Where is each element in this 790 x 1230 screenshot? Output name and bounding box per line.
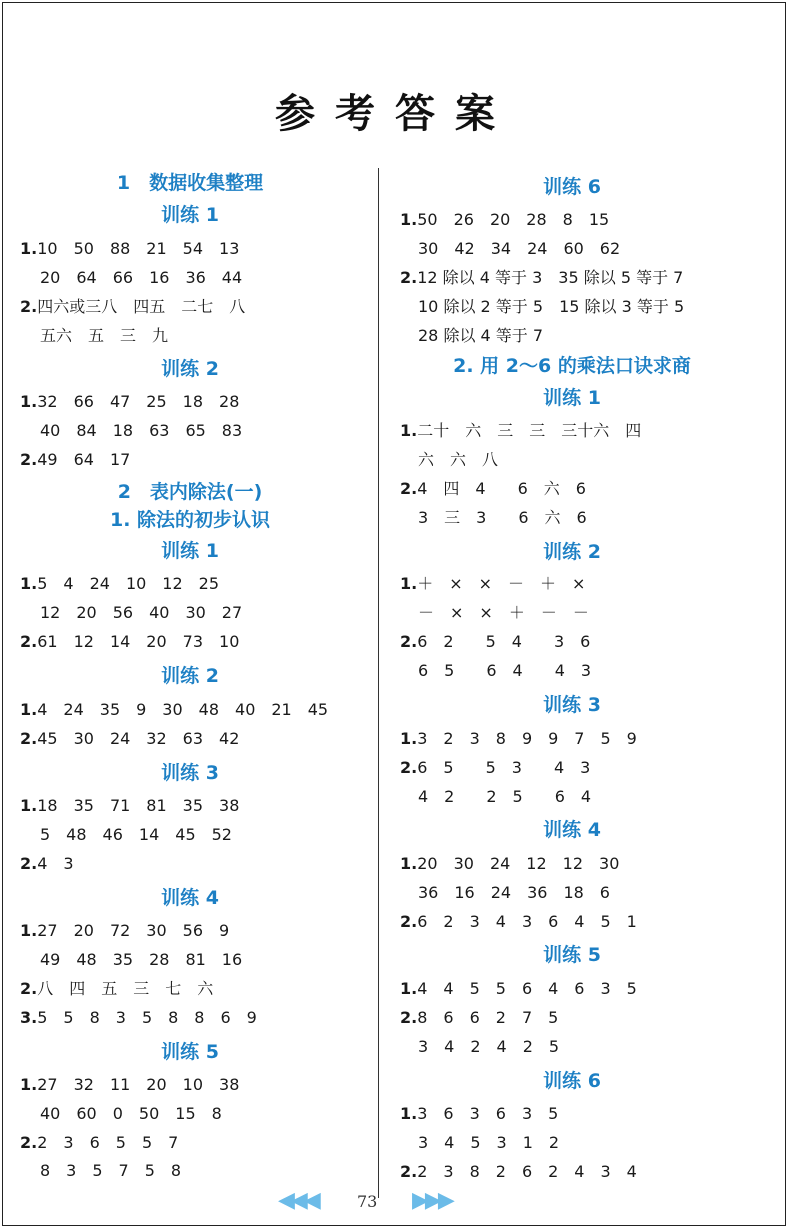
- answer-text: 12 除以 4 等于 3 35 除以 5 等于 7: [417, 268, 684, 287]
- subsection-heading: 1. 除法的初步认识: [109, 509, 271, 531]
- question-number: 1.: [20, 1075, 38, 1094]
- question-number: 1.: [400, 1104, 418, 1123]
- answer-line: [20, 294, 245, 317]
- answer-line: [400, 1101, 558, 1124]
- section-heading: 2 表内除法(一): [117, 481, 263, 503]
- training-heading: 训练 6: [543, 1070, 601, 1092]
- answer-line: [20, 851, 74, 874]
- answer-text: 3 6 3 6 3 5: [417, 1104, 559, 1123]
- question-number: 2.: [20, 450, 38, 469]
- answer-line: [20, 1005, 257, 1028]
- answer-line: [20, 1130, 178, 1153]
- answer-text: 8 6 6 2 7 5: [417, 1008, 559, 1027]
- answer-text: 4 24 35 9 30 48 40 21 45: [37, 700, 329, 719]
- question-number: 2.: [400, 1162, 418, 1181]
- question-number: 1.: [20, 921, 38, 940]
- training-heading: 训练 5: [543, 944, 601, 966]
- page-footer: [0, 1186, 790, 1226]
- training-heading: 训练 5: [161, 1041, 219, 1063]
- answer-text: 2 3 6 5 5 7: [37, 1133, 179, 1152]
- answer-text: 2 3 8 2 6 2 4 3 4: [417, 1162, 637, 1181]
- answer-text: 18 35 71 81 35 38: [37, 796, 240, 815]
- training-heading: 训练 1: [161, 204, 219, 226]
- answer-line: 3 三 3 6 六 6: [418, 508, 587, 527]
- answer-text: 4 4 5 5 6 4 6 3 5: [417, 979, 637, 998]
- answer-text: 5 5 8 3 5 8 8 6 9: [37, 1008, 257, 1027]
- training-heading: 训练 2: [161, 665, 219, 687]
- left-column: [0, 0, 380, 1230]
- answer-text: 20 30 24 12 12 30: [417, 854, 620, 873]
- answer-line: [20, 447, 130, 470]
- answer-text: 3 2 3 8 9 9 7 5 9: [417, 729, 637, 748]
- question-number: 1.: [20, 239, 38, 258]
- question-number: 2.: [20, 729, 38, 748]
- question-number: 1.: [20, 392, 38, 411]
- question-number: 2.: [400, 632, 418, 651]
- answer-line: 36 16 24 36 18 6: [418, 883, 610, 902]
- training-heading: 训练 3: [543, 694, 601, 716]
- answer-line: [400, 629, 590, 652]
- answer-line: [400, 1005, 558, 1028]
- question-number: 1.: [400, 574, 418, 593]
- answer-text: 四六或三八 四五 二七 八: [37, 297, 246, 316]
- page-title: 参考答案: [275, 90, 515, 137]
- answer-line: [20, 1072, 239, 1095]
- question-number: 1.: [400, 729, 418, 748]
- question-number: 1.: [400, 979, 418, 998]
- right-arrows-icon: ▶▶▶: [412, 1188, 451, 1213]
- training-heading: 训练 6: [543, 176, 601, 198]
- answer-line: [400, 851, 619, 874]
- answer-line: [400, 571, 585, 594]
- question-number: 2.: [20, 1133, 38, 1152]
- answer-text: 10 50 88 21 54 13: [37, 239, 240, 258]
- training-heading: 训练 4: [161, 887, 219, 909]
- answer-line: [400, 976, 637, 999]
- answer-line: 5 48 46 14 45 52: [40, 825, 232, 844]
- answer-line: [400, 755, 590, 778]
- question-number: 2.: [20, 632, 38, 651]
- answer-text: 二十 六 三 三 三十六 四: [417, 421, 642, 440]
- answer-line: 30 42 34 24 60 62: [418, 239, 621, 258]
- right-column: [382, 0, 790, 1230]
- answer-line: 28 除以 4 等于 7: [418, 326, 544, 345]
- answer-line: [20, 918, 229, 941]
- question-number: 2.: [20, 297, 38, 316]
- answer-line: － × × ＋ － －: [418, 603, 589, 622]
- training-heading: 训练 3: [161, 762, 219, 784]
- question-number: 1.: [20, 700, 38, 719]
- answer-line: 20 64 66 16 36 44: [40, 268, 243, 287]
- question-number: 2.: [400, 758, 418, 777]
- answer-text: 45 30 24 32 63 42: [37, 729, 240, 748]
- answer-text: 61 12 14 20 73 10: [37, 632, 240, 651]
- training-heading: 训练 1: [161, 540, 219, 562]
- page-number: 73: [357, 1192, 378, 1211]
- answer-line: [400, 476, 586, 499]
- answer-line: [20, 389, 239, 412]
- answer-line: [400, 1159, 637, 1182]
- answer-line: [400, 207, 609, 230]
- answer-text: ＋ × × － ＋ ×: [417, 574, 586, 593]
- answer-text: 50 26 20 28 8 15: [417, 210, 610, 229]
- question-number: 2.: [20, 854, 38, 873]
- training-heading: 训练 2: [543, 541, 601, 563]
- training-heading: 训练 2: [161, 358, 219, 380]
- answer-text: 4 四 4 6 六 6: [417, 479, 586, 498]
- answer-text: 6 2 3 4 3 6 4 5 1: [417, 912, 637, 931]
- answer-line: 6 5 6 4 4 3: [418, 661, 592, 680]
- answer-line: 40 60 0 50 15 8: [40, 1104, 222, 1123]
- answer-line: 10 除以 2 等于 5 15 除以 3 等于 5: [418, 297, 685, 316]
- question-number: 1.: [400, 854, 418, 873]
- answer-line: 40 84 18 63 65 83: [40, 421, 243, 440]
- answer-line: 3 4 5 3 1 2: [418, 1133, 560, 1152]
- answer-line: [400, 726, 637, 749]
- question-number: 2.: [400, 268, 418, 287]
- answer-line: [20, 793, 239, 816]
- answer-text: 27 32 11 20 10 38: [37, 1075, 240, 1094]
- answer-line: [20, 236, 239, 259]
- answer-text: 6 2 5 4 3 6: [417, 632, 591, 651]
- answer-line: [20, 726, 239, 749]
- answer-line: [20, 629, 239, 652]
- answer-text: 32 66 47 25 18 28: [37, 392, 240, 411]
- answer-text: 6 5 5 3 4 3: [417, 758, 591, 777]
- answer-line: 3 4 2 4 2 5: [418, 1037, 560, 1056]
- answer-text: 27 20 72 30 56 9: [37, 921, 230, 940]
- training-heading: 训练 1: [543, 387, 601, 409]
- answer-line: [400, 909, 637, 932]
- section-heading: 1 数据收集整理: [116, 172, 264, 194]
- question-number: 2.: [20, 979, 38, 998]
- answer-line: 4 2 2 5 6 4: [418, 787, 592, 806]
- answer-line: [400, 265, 683, 288]
- answer-text: 八 四 五 三 七 六: [37, 979, 214, 998]
- question-number: 3.: [20, 1008, 38, 1027]
- answer-line: [400, 418, 641, 441]
- question-number: 1.: [20, 574, 38, 593]
- answer-line: [20, 697, 328, 720]
- question-number: 1.: [400, 421, 418, 440]
- answer-line: [20, 976, 213, 999]
- answer-line: 六 六 八: [418, 450, 499, 469]
- answer-line: 五六 五 三 九: [40, 326, 169, 345]
- question-number: 1.: [400, 210, 418, 229]
- question-number: 2.: [400, 912, 418, 931]
- answer-line: 8 3 5 7 5 8: [40, 1161, 182, 1180]
- answer-text: 5 4 24 10 12 25: [37, 574, 220, 593]
- answer-text: 4 3: [37, 854, 74, 873]
- answer-line: 12 20 56 40 30 27: [40, 603, 243, 622]
- answer-line: 49 48 35 28 81 16: [40, 950, 243, 969]
- training-heading: 训练 4: [543, 819, 601, 841]
- subsection-heading: 2. 用 2～6 的乘法口诀求商: [453, 355, 691, 377]
- question-number: 2.: [400, 1008, 418, 1027]
- answer-line: [20, 571, 219, 594]
- answer-text: 49 64 17: [37, 450, 131, 469]
- question-number: 2.: [400, 479, 418, 498]
- left-arrows-icon: ◀◀◀: [278, 1188, 317, 1213]
- question-number: 1.: [20, 796, 38, 815]
